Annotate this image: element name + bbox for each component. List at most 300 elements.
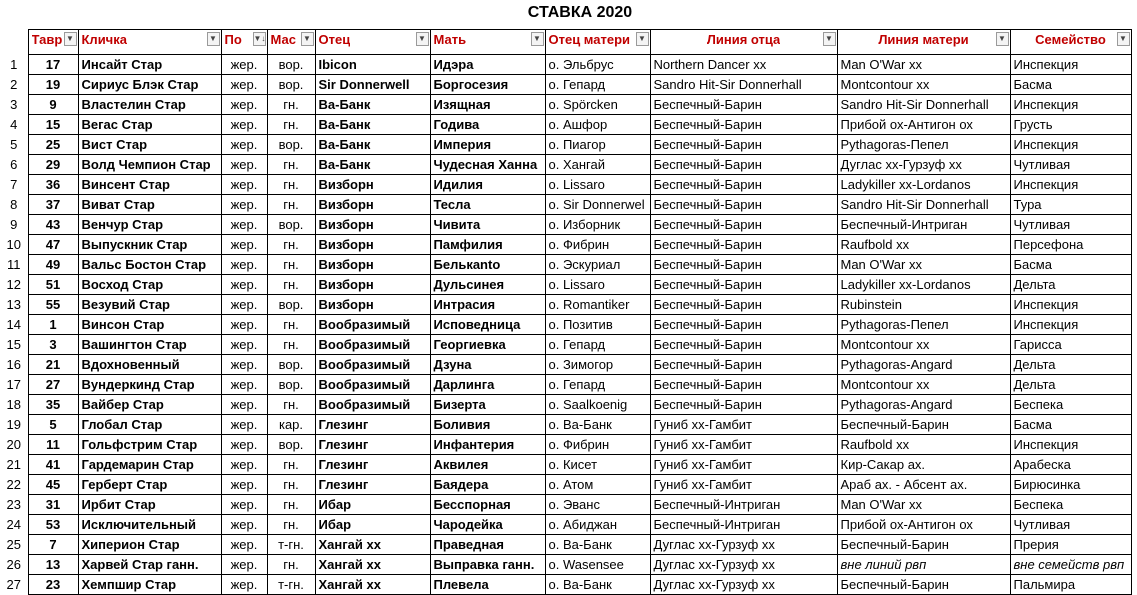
cell-father-line[interactable]: Гуниб хх-Гамбит (650, 475, 837, 495)
cell-mother-line[interactable]: Sandro Hit-Sir Donnerhall (837, 195, 1010, 215)
cell-mast[interactable]: гн. (267, 175, 315, 195)
cell-pol[interactable]: жер. (221, 95, 267, 115)
cell-mast[interactable]: гн. (267, 255, 315, 275)
cell-mother[interactable]: Инфантерия (430, 435, 545, 455)
cell-pol[interactable]: жер. (221, 495, 267, 515)
cell-family[interactable]: Чутливая (1010, 155, 1131, 175)
cell-tavr[interactable]: 27 (28, 375, 78, 395)
cell-pol[interactable]: жер. (221, 255, 267, 275)
cell-name[interactable]: Харвей Стар ганн. (78, 555, 221, 575)
cell-name[interactable]: Выпускник Стар (78, 235, 221, 255)
table-row (0, 555, 1131, 575)
cell-pol[interactable]: жер. (221, 55, 267, 75)
filter-dropdown-icon[interactable]: ▼ (207, 32, 220, 46)
cell-father[interactable]: Ибар (315, 495, 430, 515)
cell-family[interactable]: Инспекция (1010, 95, 1131, 115)
cell-father-line[interactable]: Беспечный-Барин (650, 115, 837, 135)
cell-father[interactable]: Вообразимый (315, 315, 430, 335)
header-mast[interactable] (267, 30, 315, 55)
cell-father[interactable]: Вообразимый (315, 335, 430, 355)
cell-mast[interactable]: вор. (267, 75, 315, 95)
cell-father[interactable]: Визборн (315, 215, 430, 235)
cell-name[interactable]: Вашингтон Стар (78, 335, 221, 355)
header-mline[interactable] (837, 30, 1010, 55)
cell-family[interactable]: Чутливая (1010, 515, 1131, 535)
cell-mast[interactable]: гн. (267, 315, 315, 335)
cell-mother-line[interactable]: Ladykiller xx-Lordanos (837, 275, 1010, 295)
cell-mother[interactable]: Белькanto (430, 255, 545, 275)
cell-father[interactable]: Глезинг (315, 435, 430, 455)
cell-father[interactable]: Визборн (315, 255, 430, 275)
cell-mast[interactable]: гн. (267, 235, 315, 255)
cell-mother[interactable]: Интрасия (430, 295, 545, 315)
cell-family[interactable]: Инспекция (1010, 295, 1131, 315)
cell-father-line[interactable]: Беспечный-Барин (650, 195, 837, 215)
cell-mother-line[interactable]: Беспечный-Интриган (837, 215, 1010, 235)
cell-name[interactable]: Ирбит Стар (78, 495, 221, 515)
cell-mother-father[interactable]: о. Гепард (545, 75, 650, 95)
cell-pol[interactable]: жер. (221, 295, 267, 315)
cell-pol[interactable]: жер. (221, 395, 267, 415)
cell-mother-line[interactable]: Pythagoras-Пепел (837, 135, 1010, 155)
cell-family[interactable]: Басма (1010, 255, 1131, 275)
cell-tavr[interactable]: 29 (28, 155, 78, 175)
cell-name[interactable]: Вальс Бостон Стар (78, 255, 221, 275)
cell-mother-line[interactable]: Pythagoras-Angard (837, 355, 1010, 375)
cell-mast[interactable]: вор. (267, 295, 315, 315)
cell-name[interactable]: Глобал Стар (78, 415, 221, 435)
cell-mast[interactable]: гн. (267, 115, 315, 135)
cell-pol[interactable]: жер. (221, 415, 267, 435)
cell-pol[interactable]: жер. (221, 455, 267, 475)
cell-mast[interactable]: вор. (267, 355, 315, 375)
cell-mother-father[interactable]: о. Фибрин (545, 235, 650, 255)
filter-dropdown-icon[interactable]: ▼ (416, 32, 429, 46)
cell-father[interactable]: Хангай хх (315, 575, 430, 595)
cell-mother[interactable]: Боливия (430, 415, 545, 435)
cell-father[interactable]: Глезинг (315, 415, 430, 435)
filter-dropdown-icon[interactable]: ▼ (996, 32, 1009, 46)
header-mother[interactable] (430, 30, 545, 55)
cell-name[interactable]: Везувий Стар (78, 295, 221, 315)
cell-mast[interactable]: гн. (267, 475, 315, 495)
cell-father-line[interactable]: Беспечный-Барин (650, 255, 837, 275)
cell-mother-line[interactable]: Pythagoras-Angard (837, 395, 1010, 415)
cell-name[interactable]: Гольфстрим Стар (78, 435, 221, 455)
row-number: 19 (6, 417, 21, 432)
cell-father-line[interactable]: Беспечный-Барин (650, 375, 837, 395)
cell-father-line[interactable]: Беспечный-Барин (650, 335, 837, 355)
cell-tavr[interactable]: 43 (28, 215, 78, 235)
cell-father-line[interactable]: Дуглас хх-Гурзуф хх (650, 535, 837, 555)
cell-father[interactable]: Ва-Банк (315, 95, 430, 115)
cell-family[interactable]: Беспека (1010, 395, 1131, 415)
cell-mother-father[interactable]: о. Ва-Банк (545, 415, 650, 435)
cell-mother[interactable]: Чивита (430, 215, 545, 235)
cell-mother[interactable]: Годива (430, 115, 545, 135)
cell-mast[interactable]: кар. (267, 415, 315, 435)
cell-mother[interactable]: Плевела (430, 575, 545, 595)
cell-mother[interactable]: Дульсинея (430, 275, 545, 295)
cell-mast[interactable]: гн. (267, 335, 315, 355)
cell-name[interactable]: Восход Стар (78, 275, 221, 295)
cell-tavr[interactable]: 53 (28, 515, 78, 535)
cell-pol[interactable]: жер. (221, 315, 267, 335)
filter-dropdown-icon[interactable]: ▼ (823, 32, 836, 46)
cell-family[interactable]: вне семейств рвп (1010, 555, 1131, 575)
cell-name[interactable]: Волд Чемпион Стар (78, 155, 221, 175)
cell-mother-father[interactable]: о. Кисет (545, 455, 650, 475)
filter-dropdown-icon[interactable]: ▼ (636, 32, 649, 46)
cell-mother-father[interactable]: о. Ва-Банк (545, 535, 650, 555)
cell-family[interactable]: Дельта (1010, 375, 1131, 395)
cell-mother-line[interactable]: Montcontour xx (837, 75, 1010, 95)
cell-mother-father[interactable]: о. Зимогор (545, 355, 650, 375)
cell-father[interactable]: Визборн (315, 175, 430, 195)
cell-mother-line[interactable]: Ladykiller xx-Lordanos (837, 175, 1010, 195)
cell-mother-father[interactable]: о. Romantiker (545, 295, 650, 315)
cell-pol[interactable]: жер. (221, 435, 267, 455)
cell-tavr[interactable]: 23 (28, 575, 78, 595)
cell-father-line[interactable]: Гуниб хх-Гамбит (650, 435, 837, 455)
cell-father[interactable]: Вообразимый (315, 395, 430, 415)
cell-tavr[interactable]: 15 (28, 115, 78, 135)
cell-pol[interactable]: жер. (221, 335, 267, 355)
header-label: Отец (318, 32, 351, 47)
cell-mast[interactable]: вор. (267, 215, 315, 235)
cell-father[interactable]: Sir Donnerwell (315, 75, 430, 95)
cell-mother[interactable]: Бесспорная (430, 495, 545, 515)
cell-mother-line[interactable]: Прибой ох-Антигон ох (837, 515, 1010, 535)
cell-tavr[interactable]: 1 (28, 315, 78, 335)
table-row (0, 155, 1131, 175)
cell-mother-father[interactable]: о. Saalkoenig (545, 395, 650, 415)
cell-mother-father[interactable]: о. Фибрин (545, 435, 650, 455)
cell-mast[interactable]: гн. (267, 275, 315, 295)
cell-family[interactable]: Басма (1010, 75, 1131, 95)
filter-dropdown-icon[interactable]: ▼ (301, 32, 314, 46)
cell-name[interactable]: Венчур Стар (78, 215, 221, 235)
cell-mother-father[interactable]: о. Абиджан (545, 515, 650, 535)
cell-name[interactable]: Исключительный (78, 515, 221, 535)
cell-name[interactable]: Хемпшир Стар (78, 575, 221, 595)
cell-father-line[interactable]: Беспечный-Барин (650, 175, 837, 195)
cell-father-line[interactable]: Беспечный-Барин (650, 235, 837, 255)
cell-father-line[interactable]: Гуниб хх-Гамбит (650, 415, 837, 435)
cell-family[interactable]: Дельта (1010, 355, 1131, 375)
cell-mother-line[interactable]: Rubinstein (837, 295, 1010, 315)
cell-name[interactable]: Хиперион Стар (78, 535, 221, 555)
cell-family[interactable]: Персефона (1010, 235, 1131, 255)
cell-mother-line[interactable]: вне линий рвп (837, 555, 1010, 575)
cell-father-line[interactable]: Беспечный-Барин (650, 275, 837, 295)
cell-name[interactable]: Винсент Стар (78, 175, 221, 195)
cell-tavr[interactable]: 11 (28, 435, 78, 455)
table-row (0, 95, 1131, 115)
cell-mother-line[interactable]: Raufbold xx (837, 235, 1010, 255)
cell-mast[interactable]: вор. (267, 135, 315, 155)
cell-mother-line[interactable]: Дуглас хх-Гурзуф хх (837, 155, 1010, 175)
cell-mother[interactable]: Баядера (430, 475, 545, 495)
cell-mother-father[interactable]: о. Эскуриал (545, 255, 650, 275)
cell-tavr[interactable]: 13 (28, 555, 78, 575)
cell-mast[interactable]: вор. (267, 375, 315, 395)
header-family[interactable] (1010, 30, 1131, 55)
header-pol[interactable] (221, 30, 267, 55)
cell-father[interactable]: Глезинг (315, 475, 430, 495)
cell-name[interactable]: Властелин Стар (78, 95, 221, 115)
cell-tavr[interactable]: 19 (28, 75, 78, 95)
cell-name[interactable]: Винсон Стар (78, 315, 221, 335)
cell-father[interactable]: Визборн (315, 275, 430, 295)
cell-father-line[interactable]: Беспечный-Барин (650, 295, 837, 315)
cell-family[interactable]: Инспекция (1010, 175, 1131, 195)
cell-mother-father[interactable]: о. Гепард (545, 335, 650, 355)
cell-mother[interactable]: Выправка ганн. (430, 555, 545, 575)
cell-pol[interactable]: жер. (221, 235, 267, 255)
cell-father[interactable]: Ва-Банк (315, 135, 430, 155)
cell-mother-line[interactable]: Raufbold xx (837, 435, 1010, 455)
cell-father-line[interactable]: Дуглас хх-Гурзуф хх (650, 555, 837, 575)
cell-tavr[interactable]: 41 (28, 455, 78, 475)
cell-mother-line[interactable]: Беспечный-Барин (837, 575, 1010, 595)
cell-father-line[interactable]: Беспечный-Барин (650, 95, 837, 115)
cell-family[interactable]: Чутливая (1010, 215, 1131, 235)
cell-family[interactable]: Инспекция (1010, 55, 1131, 75)
cell-mother[interactable]: Памфилия (430, 235, 545, 255)
cell-father[interactable]: Ибар (315, 515, 430, 535)
cell-mast[interactable]: гн. (267, 555, 315, 575)
cell-tavr[interactable]: 55 (28, 295, 78, 315)
cell-mast[interactable]: вор. (267, 55, 315, 75)
cell-mother[interactable]: Георгиевка (430, 335, 545, 355)
cell-mother-father[interactable]: о. Spörcken (545, 95, 650, 115)
cell-mast[interactable]: гн. (267, 515, 315, 535)
cell-mother[interactable]: Бизерта (430, 395, 545, 415)
header-tavr[interactable] (28, 30, 78, 55)
data-table (0, 29, 1132, 595)
cell-mother-father[interactable]: о. Ва-Банк (545, 575, 650, 595)
cell-name[interactable]: Вегас Стар (78, 115, 221, 135)
cell-pol[interactable]: жер. (221, 575, 267, 595)
sort-filter-icon[interactable]: ▼↓ (253, 32, 266, 46)
cell-pol[interactable]: жер. (221, 555, 267, 575)
cell-tavr[interactable]: 5 (28, 415, 78, 435)
cell-tavr[interactable]: 7 (28, 535, 78, 555)
cell-mother-line[interactable]: Pythagoras-Пепел (837, 315, 1010, 335)
cell-father[interactable]: Визборн (315, 295, 430, 315)
filter-dropdown-icon[interactable]: ▼ (531, 32, 544, 46)
cell-mast[interactable]: гн. (267, 155, 315, 175)
cell-mother-line[interactable]: Прибой ох-Антигон ох (837, 115, 1010, 135)
cell-mother-line[interactable]: Montcontour xx (837, 335, 1010, 355)
cell-mother[interactable]: Идилия (430, 175, 545, 195)
table-row (0, 355, 1131, 375)
cell-mother-line[interactable]: Man O'War xx (837, 255, 1010, 275)
cell-mast[interactable]: гн. (267, 395, 315, 415)
cell-mast[interactable]: гн. (267, 95, 315, 115)
cell-name[interactable]: Инсайт Стар (78, 55, 221, 75)
cell-mother-father[interactable]: о. Позитив (545, 315, 650, 335)
cell-father-line[interactable]: Беспечный-Барин (650, 135, 837, 155)
cell-father[interactable]: Хангай хх (315, 555, 430, 575)
header-name[interactable] (78, 30, 221, 55)
cell-family[interactable]: Грусть (1010, 115, 1131, 135)
cell-mother[interactable]: Чародейка (430, 515, 545, 535)
cell-name[interactable]: Сириус Блэк Стар (78, 75, 221, 95)
cell-mother-line[interactable]: Беспечный-Барин (837, 415, 1010, 435)
cell-father-line[interactable]: Sandro Hit-Sir Donnerhall (650, 75, 837, 95)
cell-mother-father[interactable]: о. Sir Donnerwel (545, 195, 650, 215)
cell-pol[interactable]: жер. (221, 535, 267, 555)
cell-father-line[interactable]: Гуниб хх-Гамбит (650, 455, 837, 475)
cell-mast[interactable]: т-гн. (267, 575, 315, 595)
cell-mother[interactable]: Изящная (430, 95, 545, 115)
cell-mother[interactable]: Тесла (430, 195, 545, 215)
cell-father[interactable]: Вообразимый (315, 355, 430, 375)
cell-pol[interactable]: жер. (221, 115, 267, 135)
cell-father-line[interactable]: Беспечный-Барин (650, 315, 837, 335)
cell-mother-father[interactable]: о. Хангай (545, 155, 650, 175)
cell-tavr[interactable]: 47 (28, 235, 78, 255)
cell-pol[interactable]: жер. (221, 75, 267, 95)
cell-family[interactable]: Басма (1010, 415, 1131, 435)
cell-mother[interactable]: Аквилея (430, 455, 545, 475)
cell-mother-father[interactable]: о. Атом (545, 475, 650, 495)
cell-mother[interactable]: Империя (430, 135, 545, 155)
cell-father-line[interactable]: Беспечный-Барин (650, 355, 837, 375)
cell-tavr[interactable]: 36 (28, 175, 78, 195)
cell-mother-line[interactable]: Man O'War xx (837, 495, 1010, 515)
cell-mother-father[interactable]: о. Гепард (545, 375, 650, 395)
cell-name[interactable]: Гардемарин Стар (78, 455, 221, 475)
cell-name[interactable]: Вист Стар (78, 135, 221, 155)
cell-tavr[interactable]: 31 (28, 495, 78, 515)
cell-tavr[interactable]: 3 (28, 335, 78, 355)
table-body (0, 55, 1131, 595)
cell-mother[interactable]: Боргосезия (430, 75, 545, 95)
cell-mother[interactable]: Идэра (430, 55, 545, 75)
cell-mother-father[interactable]: о. Изборник (545, 215, 650, 235)
cell-pol[interactable]: жер. (221, 155, 267, 175)
cell-pol[interactable]: жер. (221, 275, 267, 295)
row-number-header (0, 30, 28, 55)
cell-family[interactable]: Дельта (1010, 275, 1131, 295)
cell-mother-line[interactable]: Кир-Сакар ах. (837, 455, 1010, 475)
cell-tavr[interactable]: 49 (28, 255, 78, 275)
cell-name[interactable]: Вдохновенный (78, 355, 221, 375)
cell-family[interactable]: Инспекция (1010, 135, 1131, 155)
cell-mother-line[interactable]: Беспечный-Барин (837, 535, 1010, 555)
cell-mother-line[interactable]: Man O'War xx (837, 55, 1010, 75)
cell-family[interactable]: Тура (1010, 195, 1131, 215)
cell-tavr[interactable]: 25 (28, 135, 78, 155)
filter-dropdown-icon[interactable]: ▼ (1117, 32, 1130, 46)
cell-father[interactable]: Визборн (315, 195, 430, 215)
cell-mother-father[interactable]: о. Lissaro (545, 275, 650, 295)
cell-family[interactable]: Инспекция (1010, 435, 1131, 455)
cell-mother-father[interactable]: о. Эльбрус (545, 55, 650, 75)
cell-tavr[interactable]: 21 (28, 355, 78, 375)
cell-pol[interactable]: жер. (221, 135, 267, 155)
header-father[interactable] (315, 30, 430, 55)
cell-family[interactable]: Беспека (1010, 495, 1131, 515)
cell-mother-line[interactable]: Sandro Hit-Sir Donnerhall (837, 95, 1010, 115)
cell-father-line[interactable]: Беспечный-Интриган (650, 495, 837, 515)
cell-tavr[interactable]: 45 (28, 475, 78, 495)
cell-father-line[interactable]: Беспечный-Барин (650, 215, 837, 235)
cell-father-line[interactable]: Дуглас хх-Гурзуф хх (650, 575, 837, 595)
cell-family[interactable]: Арабеска (1010, 455, 1131, 475)
cell-pol[interactable]: жер. (221, 355, 267, 375)
cell-name[interactable]: Вайбер Стар (78, 395, 221, 415)
cell-family[interactable]: Прерия (1010, 535, 1131, 555)
cell-family[interactable]: Гарисса (1010, 335, 1131, 355)
cell-family[interactable]: Инспекция (1010, 315, 1131, 335)
cell-tavr[interactable]: 51 (28, 275, 78, 295)
cell-pol[interactable]: жер. (221, 175, 267, 195)
cell-mast[interactable]: гн. (267, 195, 315, 215)
cell-family[interactable]: Бирюсинка (1010, 475, 1131, 495)
cell-mast[interactable]: вор. (267, 435, 315, 455)
cell-family[interactable]: Пальмира (1010, 575, 1131, 595)
cell-name[interactable]: Виват Стар (78, 195, 221, 215)
cell-mother[interactable]: Праведная (430, 535, 545, 555)
cell-father[interactable]: Ibicon (315, 55, 430, 75)
cell-tavr[interactable]: 37 (28, 195, 78, 215)
cell-father-line[interactable]: Northern Dancer xx (650, 55, 837, 75)
cell-mother-father[interactable]: о. Эванс (545, 495, 650, 515)
filter-dropdown-icon[interactable]: ▼ (64, 32, 77, 46)
cell-tavr[interactable]: 35 (28, 395, 78, 415)
cell-mother-father[interactable]: о. Пиагор (545, 135, 650, 155)
cell-pol[interactable]: жер. (221, 515, 267, 535)
cell-father[interactable]: Хангай хх (315, 535, 430, 555)
cell-name[interactable]: Вундеркинд Стар (78, 375, 221, 395)
cell-mother-father[interactable]: о. Ашфор (545, 115, 650, 135)
cell-father[interactable]: Ва-Банк (315, 155, 430, 175)
cell-tavr[interactable]: 17 (28, 55, 78, 75)
cell-mast[interactable]: т-гн. (267, 535, 315, 555)
cell-pol[interactable]: жер. (221, 215, 267, 235)
cell-mother-father[interactable]: о. Wasensee (545, 555, 650, 575)
header-fline[interactable] (650, 30, 837, 55)
cell-father[interactable]: Вообразимый (315, 375, 430, 395)
cell-pol[interactable]: жер. (221, 475, 267, 495)
cell-pol[interactable]: жер. (221, 375, 267, 395)
cell-tavr[interactable]: 9 (28, 95, 78, 115)
cell-mother-line[interactable]: Montcontour xx (837, 375, 1010, 395)
cell-father[interactable]: Визборн (315, 235, 430, 255)
cell-father[interactable]: Ва-Банк (315, 115, 430, 135)
cell-name[interactable]: Герберт Стар (78, 475, 221, 495)
cell-mast[interactable]: гн. (267, 495, 315, 515)
cell-mother-father[interactable]: о. Lissaro (545, 175, 650, 195)
cell-father-line[interactable]: Беспечный-Барин (650, 395, 837, 415)
cell-mother-line[interactable]: Араб ах. - Абсент ах. (837, 475, 1010, 495)
cell-mast[interactable]: гн. (267, 455, 315, 475)
header-mfather[interactable] (545, 30, 650, 55)
cell-mother[interactable]: Дарлинга (430, 375, 545, 395)
cell-father-line[interactable]: Беспечный-Интриган (650, 515, 837, 535)
cell-mother[interactable]: Чудесная Ханна (430, 155, 545, 175)
cell-pol[interactable]: жер. (221, 195, 267, 215)
cell-mother[interactable]: Исповедница (430, 315, 545, 335)
cell-mother[interactable]: Дзуна (430, 355, 545, 375)
cell-father-line[interactable]: Беспечный-Барин (650, 155, 837, 175)
cell-father[interactable]: Глезинг (315, 455, 430, 475)
row-number: 27 (6, 577, 21, 592)
